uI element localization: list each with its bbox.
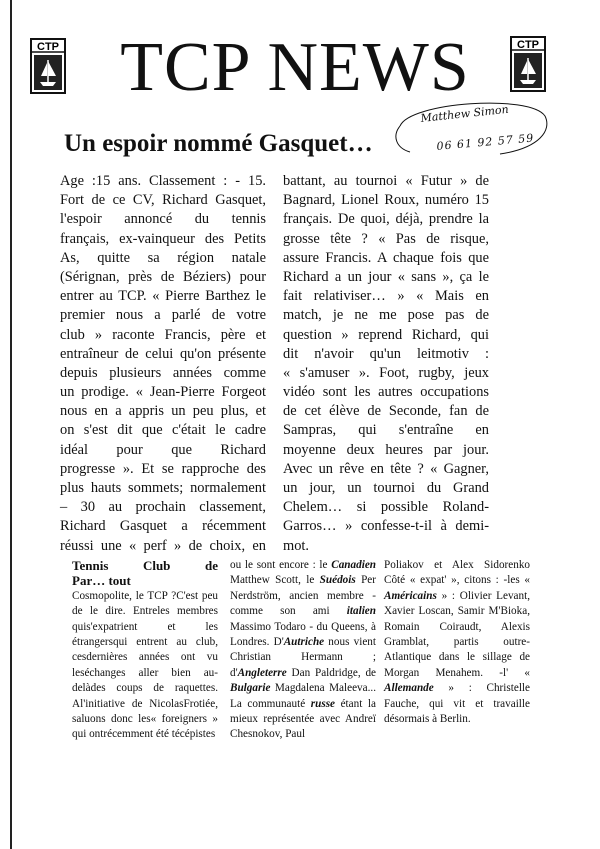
- text-line: C'est peu de le dire. Entre: [72, 589, 218, 618]
- text-line: français. De quoi, déjà, prendre la: [283, 211, 489, 228]
- club-crest-icon: [30, 38, 66, 94]
- country-canadien: Canadien: [331, 559, 377, 571]
- country-italien: italien: [346, 605, 376, 618]
- club-col3-line: Romain Coiraudt, Alexis: [384, 620, 530, 633]
- club-col3-line: Olivier Levant, Xavier: [384, 589, 531, 618]
- club-col2-text: d': [230, 666, 238, 679]
- club-col3-text: » :: [436, 589, 455, 602]
- text-line: s'expatrient et les étrangers: [72, 620, 218, 649]
- text-line: – 30 au prochain classement,: [60, 499, 266, 516]
- text-line: match, je ne me pose pas de: [283, 307, 489, 324]
- text-line: Bagnard, Lionel Roux, numéro 15: [283, 192, 489, 209]
- text-line: « foreigners » qui ont: [72, 713, 218, 741]
- club-col3-line: Loscan, Samir M'Bioka,: [418, 605, 530, 618]
- country-suedois: Suédois: [319, 574, 356, 587]
- club-col3-line: Christelle Fauche, qui vit: [384, 682, 530, 710]
- club-col2-line: ou le sont encore : le: [230, 559, 328, 571]
- text-line: dernières années ont vu les: [72, 651, 218, 679]
- text-line: battant, au tournoi « Futur » de: [283, 173, 489, 189]
- handwritten-name: Matthew Simon: [420, 102, 510, 125]
- club-col3-line: et travaille désormais à: [384, 697, 530, 726]
- club-column-2: [230, 558, 376, 743]
- text-line: dit n'avoir qu'un leitmotiv :: [283, 345, 489, 362]
- text-line: idéal pour que Richard: [60, 441, 266, 458]
- club-col2-line: [230, 636, 349, 648]
- masthead-title: TCP NEWS: [120, 29, 470, 106]
- club-col2-text: étant la: [335, 697, 376, 710]
- text-line: Avec un rêve en tête ? « Gagner,: [283, 460, 489, 477]
- club-col2-text: Paldridge, de: [314, 666, 376, 679]
- club-col2-line: [230, 667, 310, 679]
- club-col3-line: de Morgan Menahem.: [384, 651, 530, 679]
- club-logo-right: [510, 36, 546, 92]
- club-col2-line: ancien membre - comme: [230, 589, 376, 618]
- text-line: depuis plusieurs années comme: [60, 364, 266, 381]
- club-col2-text: communauté: [247, 697, 311, 710]
- logo-left-text: CTP: [37, 41, 59, 53]
- text-line: Age :15 ans. Classement : - 15.: [60, 173, 266, 189]
- country-bulgarie: Bulgarie: [230, 682, 271, 695]
- text-line: As, quitte sa région natale: [60, 249, 266, 266]
- text-line: « s'amuser ». Foot, rugby, jeux: [283, 364, 489, 381]
- text-line: vidéo sont les autres occupations: [283, 384, 489, 401]
- text-line: (Sérignan, près de Béziers) pour: [60, 268, 266, 285]
- club-col2-text: le: [306, 574, 320, 587]
- text-line: Cosmopolite, le TCP ?: [72, 589, 177, 602]
- club-col2-text: Massimo: [230, 620, 272, 633]
- country-russe: russe: [310, 697, 336, 710]
- text-line: de cet élève de Seconde, fan de: [283, 403, 489, 420]
- text-line: question » reprend Richard, qui: [283, 326, 489, 343]
- club-column-1: [72, 558, 218, 743]
- page-margin-line: [10, 0, 12, 849]
- club-col3-line: Côté « expat' », citons :: [384, 574, 499, 587]
- article-column-right: [283, 172, 489, 556]
- text-line: Garros… » confesse-t-il à demi-: [283, 518, 489, 535]
- club-col3-line: Berlin.: [439, 713, 471, 726]
- text-line: on s'est dit que c'était le cadre: [60, 422, 266, 439]
- text-line: Richard a un jour « sans », ça le: [283, 268, 489, 285]
- text-line: l'espoir annoncé du tennis: [60, 211, 266, 228]
- club-col3-line: Poliakov et Alex: [384, 559, 474, 571]
- club-col2-text: nous: [324, 636, 350, 649]
- text-line: qui entrent au club, ces: [72, 636, 218, 664]
- text-line: un jour, un tournoi du Grand: [283, 480, 489, 496]
- club-col3-line: Sidorenko: [484, 559, 531, 571]
- text-line: grosse tête ? « Pas de risque,: [283, 230, 489, 247]
- text-line: entrer au TCP. « Pierre Barthez le: [60, 288, 266, 305]
- club-col2-line: Todaro - du Queens, à: [274, 620, 376, 633]
- country-americains: Américains: [384, 589, 437, 602]
- club-col2-line: mieux représentée avec: [230, 713, 341, 726]
- text-line: assure Francis. A chaque fois que: [283, 249, 489, 266]
- club-col2-line: Andreï Chesnokov, Paul: [230, 713, 376, 741]
- text-line: moyenne deux heures par jour.: [283, 441, 489, 458]
- club-col3-text: -l' «: [499, 666, 530, 679]
- text-line: nous en a appris un peu plus, et: [60, 403, 266, 420]
- club-col2-text: Per Nerdström,: [230, 574, 376, 602]
- club-col2-text: Matthew Scott,: [230, 574, 301, 587]
- text-line: fait relativiser… » « Mais en: [283, 288, 489, 305]
- text-line: club » raconte Francis, père et: [60, 326, 266, 343]
- club-col3-line: Atlantique dans le sillage: [384, 651, 512, 664]
- club-col2-line: Magdalena Maleeva... La: [230, 682, 376, 710]
- text-line: Richard Gasquet a récemment: [60, 518, 266, 535]
- text-line: les membres qui: [72, 605, 218, 633]
- text-line: un prodige. « Jean-Pierre Forgeot: [60, 384, 266, 401]
- club-col2-text: son ami: [280, 605, 347, 618]
- club-column-1-body: [72, 589, 218, 743]
- text-line: Frotiée, saluons donc les: [72, 697, 218, 726]
- text-line: progresse ». Et se rapproche des: [60, 460, 266, 477]
- article-headline: Un espoir nommé Gasquet…: [64, 130, 373, 157]
- text-line: Sampras, qui s'entraîne en: [283, 422, 489, 439]
- club-col3-text: » :: [433, 682, 472, 695]
- text-line: Chelem… si possible Roland-: [283, 499, 489, 516]
- text-line: entraîneur de celui qu'on présente: [60, 345, 266, 362]
- club-logo-left: [30, 38, 66, 94]
- text-line: réussi une « perf » de choix, en: [60, 537, 266, 554]
- club-heading-line1: Tennis Club de: [72, 558, 218, 573]
- text-line: français, ex-vainqueur des Petits: [60, 230, 266, 247]
- text-line: échanges aller bien au-delà: [72, 666, 218, 695]
- club-heading-line2: Par… tout: [72, 573, 131, 589]
- country-angleterre: Angleterre: [237, 666, 287, 679]
- text-line: Fort de ce CV, Richard Gasquet,: [60, 192, 266, 209]
- logo-right-text: CTP: [517, 39, 539, 51]
- handwritten-phone: 06 61 92 57 59: [436, 131, 535, 153]
- text-line: mot.: [283, 537, 309, 554]
- club-col2-text: Dan: [286, 666, 311, 679]
- club-col2-line: vient Christian Hermann ;: [230, 636, 376, 664]
- country-allemande: Allemande: [384, 682, 434, 695]
- article-column-left: [60, 172, 266, 556]
- club-column-3: [384, 558, 530, 727]
- text-line: l'initiative de Nicolas: [80, 697, 184, 710]
- club-col3-line: Gramblat, partis outre-: [384, 636, 530, 649]
- text-line: des coups de raquettes. A: [72, 682, 218, 710]
- club-col2-line: [247, 698, 376, 710]
- text-line: plus hauts sommets; normalement: [60, 480, 266, 496]
- club-col2-text: Londres. D': [230, 636, 284, 649]
- text-line: premier nous a parlé de votre: [60, 307, 266, 324]
- text-line: récemment été técépistes: [103, 728, 216, 741]
- club-col3-text: -les «: [503, 574, 530, 587]
- club-crest-icon: [510, 36, 546, 92]
- country-autriche: Autriche: [283, 636, 325, 649]
